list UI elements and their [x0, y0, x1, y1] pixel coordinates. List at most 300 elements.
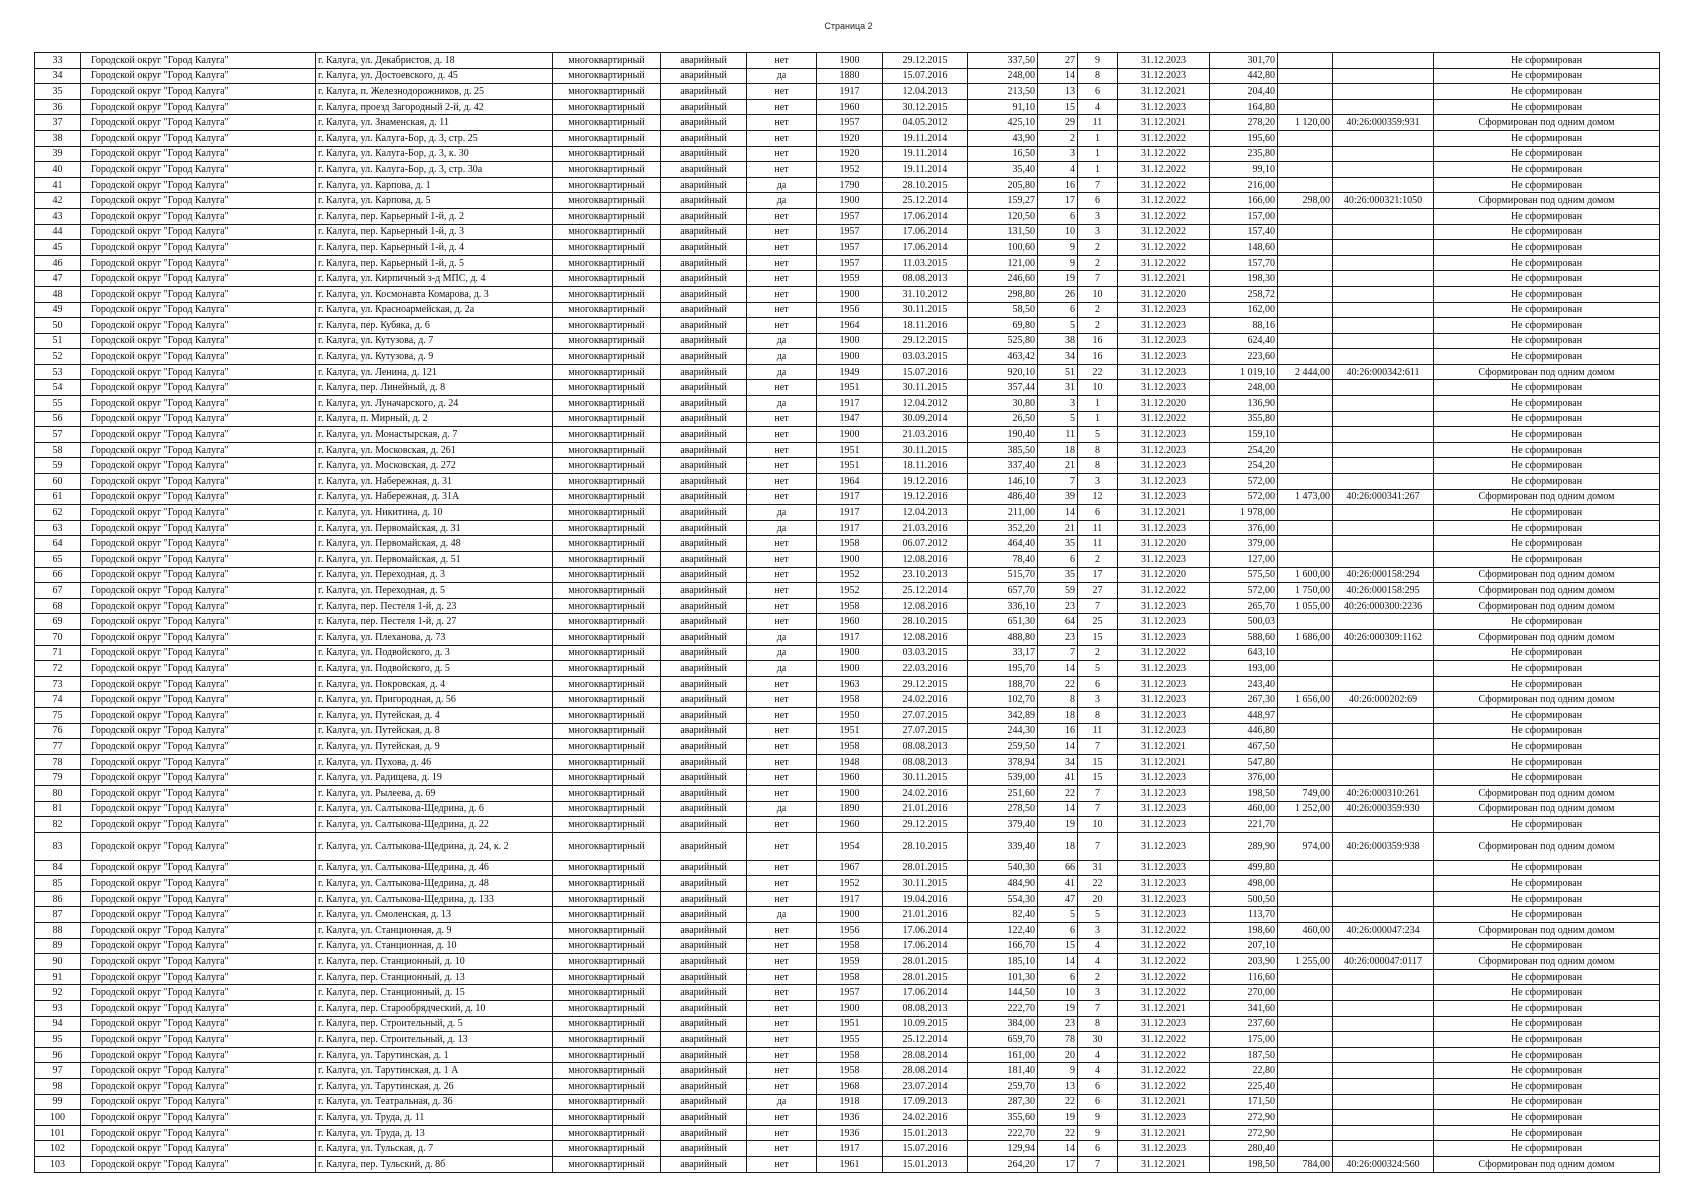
condition-cell: аварийный — [661, 1110, 747, 1126]
recognition-date-cell: 25.12.2014 — [883, 193, 968, 209]
condition-cell: аварийный — [661, 333, 747, 349]
table-row — [35, 255, 1660, 271]
row-number-cell: 84 — [35, 860, 81, 876]
land-area-cell — [1278, 427, 1333, 443]
cadastral-number-cell — [1333, 208, 1434, 224]
recognition-date-cell: 12.08.2016 — [883, 552, 968, 568]
address-cell: г. Калуга, ул. Достоевского, д. 45 — [316, 68, 553, 84]
area2-cell: 272,90 — [1210, 1125, 1278, 1141]
planned-date-cell: 31.12.2021 — [1118, 754, 1210, 770]
apartments-cell: 11 — [1078, 723, 1118, 739]
area2-cell: 442,80 — [1210, 68, 1278, 84]
planned-date-cell: 31.12.2022 — [1118, 1047, 1210, 1063]
build-year-cell: 1963 — [817, 676, 883, 692]
apartments-cell: 2 — [1078, 552, 1118, 568]
build-year-cell: 1952 — [817, 876, 883, 892]
land-status-cell: Не сформирован — [1434, 1047, 1660, 1063]
cadastral-number-cell — [1333, 1079, 1434, 1095]
planned-date-cell: 31.12.2023 — [1118, 520, 1210, 536]
residents-cell: 4 — [1038, 162, 1078, 178]
house-type-cell: многоквартирный — [553, 860, 661, 876]
land-status-cell: Не сформирован — [1434, 396, 1660, 412]
land-area-cell — [1278, 411, 1333, 427]
cadastral-number-cell — [1333, 271, 1434, 287]
planned-date-cell: 31.12.2023 — [1118, 99, 1210, 115]
residents-cell: 23 — [1038, 1016, 1078, 1032]
municipality-cell: Городской округ "Город Калуга" — [81, 692, 316, 708]
row-number-cell: 92 — [35, 985, 81, 1001]
house-type-cell: многоквартирный — [553, 985, 661, 1001]
land-status-cell: Не сформирован — [1434, 1063, 1660, 1079]
house-type-cell: многоквартирный — [553, 380, 661, 396]
recognition-date-cell: 24.02.2016 — [883, 785, 968, 801]
apartments-cell: 6 — [1078, 505, 1118, 521]
flag-cell: нет — [747, 954, 817, 970]
land-status-cell: Сформирован под одним домом — [1434, 583, 1660, 599]
build-year-cell: 1900 — [817, 53, 883, 69]
address-cell: г. Калуга, ул. Смоленская, д. 13 — [316, 907, 553, 923]
area2-cell: 272,90 — [1210, 1110, 1278, 1126]
table-row — [35, 583, 1660, 599]
municipality-cell: Городской округ "Город Калуга" — [81, 380, 316, 396]
land-status-cell: Не сформирован — [1434, 985, 1660, 1001]
area-cell: 205,80 — [968, 177, 1038, 193]
apartments-cell: 7 — [1078, 801, 1118, 817]
build-year-cell: 1917 — [817, 489, 883, 505]
land-area-cell — [1278, 1125, 1333, 1141]
area2-cell: 270,00 — [1210, 985, 1278, 1001]
flag-cell: нет — [747, 255, 817, 271]
municipality-cell: Городской округ "Город Калуга" — [81, 177, 316, 193]
municipality-cell: Городской округ "Город Калуга" — [81, 427, 316, 443]
condition-cell: аварийный — [661, 505, 747, 521]
residents-cell: 27 — [1038, 53, 1078, 69]
flag-cell: нет — [747, 458, 817, 474]
table-row — [35, 458, 1660, 474]
table-row — [35, 271, 1660, 287]
land-area-cell — [1278, 474, 1333, 490]
condition-cell: аварийный — [661, 396, 747, 412]
planned-date-cell: 31.12.2022 — [1118, 162, 1210, 178]
area-cell: 251,60 — [968, 785, 1038, 801]
land-area-cell — [1278, 891, 1333, 907]
land-area-cell — [1278, 876, 1333, 892]
area2-cell: 187,50 — [1210, 1047, 1278, 1063]
municipality-cell: Городской округ "Город Калуга" — [81, 954, 316, 970]
recognition-date-cell: 15.07.2016 — [883, 68, 968, 84]
table-row — [35, 645, 1660, 661]
land-status-cell: Не сформирован — [1434, 505, 1660, 521]
municipality-cell: Городской округ "Город Калуга" — [81, 707, 316, 723]
land-area-cell — [1278, 770, 1333, 786]
land-status-cell: Не сформирован — [1434, 891, 1660, 907]
house-type-cell: многоквартирный — [553, 1001, 661, 1017]
row-number-cell: 77 — [35, 739, 81, 755]
municipality-cell: Городской округ "Город Калуга" — [81, 1001, 316, 1017]
table-row — [35, 567, 1660, 583]
build-year-cell: 1917 — [817, 520, 883, 536]
row-number-cell: 85 — [35, 876, 81, 892]
flag-cell: да — [747, 1094, 817, 1110]
flag-cell: нет — [747, 754, 817, 770]
planned-date-cell: 31.12.2023 — [1118, 707, 1210, 723]
municipality-cell: Городской округ "Город Калуга" — [81, 193, 316, 209]
recognition-date-cell: 28.08.2014 — [883, 1063, 968, 1079]
residents-cell: 14 — [1038, 801, 1078, 817]
planned-date-cell: 31.12.2023 — [1118, 1110, 1210, 1126]
build-year-cell: 1951 — [817, 458, 883, 474]
area-cell: 101,30 — [968, 969, 1038, 985]
land-status-cell: Не сформирован — [1434, 938, 1660, 954]
land-area-cell — [1278, 458, 1333, 474]
municipality-cell: Городской округ "Город Калуга" — [81, 1125, 316, 1141]
land-status-cell: Не сформирован — [1434, 754, 1660, 770]
table-row — [35, 985, 1660, 1001]
area-cell: 211,00 — [968, 505, 1038, 521]
row-number-cell: 79 — [35, 770, 81, 786]
row-number-cell: 55 — [35, 396, 81, 412]
residents-cell: 15 — [1038, 99, 1078, 115]
row-number-cell: 93 — [35, 1001, 81, 1017]
row-number-cell: 33 — [35, 53, 81, 69]
condition-cell: аварийный — [661, 923, 747, 939]
planned-date-cell: 31.12.2021 — [1118, 1156, 1210, 1172]
condition-cell: аварийный — [661, 286, 747, 302]
cadastral-number-cell: 40:26:000047:234 — [1333, 923, 1434, 939]
build-year-cell: 1917 — [817, 891, 883, 907]
flag-cell: да — [747, 801, 817, 817]
land-area-cell — [1278, 1016, 1333, 1032]
planned-date-cell: 31.12.2023 — [1118, 723, 1210, 739]
recognition-date-cell: 29.12.2015 — [883, 676, 968, 692]
area2-cell: 267,30 — [1210, 692, 1278, 708]
condition-cell: аварийный — [661, 255, 747, 271]
municipality-cell: Городской округ "Город Калуга" — [81, 598, 316, 614]
build-year-cell: 1959 — [817, 271, 883, 287]
cadastral-number-cell — [1333, 458, 1434, 474]
municipality-cell: Городской округ "Город Калуга" — [81, 474, 316, 490]
planned-date-cell: 31.12.2022 — [1118, 583, 1210, 599]
table-row — [35, 954, 1660, 970]
residents-cell: 6 — [1038, 302, 1078, 318]
build-year-cell: 1900 — [817, 645, 883, 661]
row-number-cell: 103 — [35, 1156, 81, 1172]
residents-cell: 35 — [1038, 536, 1078, 552]
address-cell: г. Калуга, ул. Красноармейская, д. 2а — [316, 302, 553, 318]
row-number-cell: 63 — [35, 520, 81, 536]
flag-cell: нет — [747, 985, 817, 1001]
condition-cell: аварийный — [661, 302, 747, 318]
build-year-cell: 1918 — [817, 1094, 883, 1110]
municipality-cell: Городской округ "Город Калуга" — [81, 860, 316, 876]
table-row — [35, 629, 1660, 645]
cadastral-number-cell — [1333, 349, 1434, 365]
residents-cell: 5 — [1038, 318, 1078, 334]
land-status-cell: Не сформирован — [1434, 739, 1660, 755]
row-number-cell: 61 — [35, 489, 81, 505]
condition-cell: аварийный — [661, 1063, 747, 1079]
flag-cell: нет — [747, 84, 817, 100]
area-cell: 120,50 — [968, 208, 1038, 224]
row-number-cell: 58 — [35, 442, 81, 458]
build-year-cell: 1952 — [817, 583, 883, 599]
apartments-cell: 5 — [1078, 907, 1118, 923]
residents-cell: 6 — [1038, 552, 1078, 568]
build-year-cell: 1960 — [817, 99, 883, 115]
land-area-cell — [1278, 208, 1333, 224]
cadastral-number-cell — [1333, 907, 1434, 923]
cadastral-number-cell — [1333, 676, 1434, 692]
area2-cell: 498,00 — [1210, 876, 1278, 892]
address-cell: г. Калуга, ул. Декабристов, д. 18 — [316, 53, 553, 69]
build-year-cell: 1957 — [817, 224, 883, 240]
registry-sheet — [34, 52, 1659, 1173]
land-area-cell — [1278, 1141, 1333, 1157]
land-status-cell: Не сформирован — [1434, 907, 1660, 923]
municipality-cell: Городской округ "Город Калуга" — [81, 271, 316, 287]
address-cell: г. Калуга, ул. Труда, д. 13 — [316, 1125, 553, 1141]
cadastral-number-cell: 40:26:000300:2236 — [1333, 598, 1434, 614]
planned-date-cell: 31.12.2023 — [1118, 876, 1210, 892]
planned-date-cell: 31.12.2021 — [1118, 1001, 1210, 1017]
land-area-cell — [1278, 907, 1333, 923]
municipality-cell: Городской округ "Город Калуга" — [81, 661, 316, 677]
cadastral-number-cell — [1333, 396, 1434, 412]
address-cell: г. Калуга, ул. Луначарского, д. 24 — [316, 396, 553, 412]
build-year-cell: 1920 — [817, 146, 883, 162]
land-area-cell — [1278, 969, 1333, 985]
cadastral-number-cell — [1333, 177, 1434, 193]
row-number-cell: 51 — [35, 333, 81, 349]
table-row — [35, 84, 1660, 100]
planned-date-cell: 31.12.2020 — [1118, 567, 1210, 583]
apartments-cell: 11 — [1078, 115, 1118, 131]
row-number-cell: 96 — [35, 1047, 81, 1063]
recognition-date-cell: 17.09.2013 — [883, 1094, 968, 1110]
residents-cell: 34 — [1038, 754, 1078, 770]
area2-cell: 341,60 — [1210, 1001, 1278, 1017]
recognition-date-cell: 30.11.2015 — [883, 876, 968, 892]
house-type-cell: многоквартирный — [553, 969, 661, 985]
condition-cell: аварийный — [661, 985, 747, 1001]
residents-cell: 17 — [1038, 193, 1078, 209]
build-year-cell: 1900 — [817, 427, 883, 443]
condition-cell: аварийный — [661, 1079, 747, 1095]
cadastral-number-cell — [1333, 224, 1434, 240]
recognition-date-cell: 30.11.2015 — [883, 770, 968, 786]
municipality-cell: Городской округ "Город Калуга" — [81, 770, 316, 786]
area-cell: 463,42 — [968, 349, 1038, 365]
area2-cell: 1 978,00 — [1210, 505, 1278, 521]
residents-cell: 59 — [1038, 583, 1078, 599]
house-type-cell: многоквартирный — [553, 442, 661, 458]
house-type-cell: многоквартирный — [553, 938, 661, 954]
recognition-date-cell: 17.06.2014 — [883, 208, 968, 224]
residents-cell: 18 — [1038, 707, 1078, 723]
residents-cell: 19 — [1038, 1110, 1078, 1126]
municipality-cell: Городской округ "Город Калуга" — [81, 785, 316, 801]
recognition-date-cell: 08.08.2013 — [883, 271, 968, 287]
flag-cell: нет — [747, 99, 817, 115]
condition-cell: аварийный — [661, 954, 747, 970]
municipality-cell: Городской округ "Город Калуга" — [81, 907, 316, 923]
area2-cell: 376,00 — [1210, 770, 1278, 786]
condition-cell: аварийный — [661, 938, 747, 954]
flag-cell: нет — [747, 474, 817, 490]
residents-cell: 7 — [1038, 645, 1078, 661]
area-cell: 144,50 — [968, 985, 1038, 1001]
row-number-cell: 46 — [35, 255, 81, 271]
cadastral-number-cell — [1333, 240, 1434, 256]
recognition-date-cell: 28.10.2015 — [883, 832, 968, 860]
apartments-cell: 8 — [1078, 68, 1118, 84]
cadastral-number-cell — [1333, 891, 1434, 907]
land-status-cell: Сформирован под одним домом — [1434, 923, 1660, 939]
row-number-cell: 80 — [35, 785, 81, 801]
municipality-cell: Городской округ "Город Калуга" — [81, 520, 316, 536]
row-number-cell: 95 — [35, 1032, 81, 1048]
residents-cell: 3 — [1038, 146, 1078, 162]
build-year-cell: 1957 — [817, 115, 883, 131]
cadastral-number-cell — [1333, 99, 1434, 115]
condition-cell: аварийный — [661, 692, 747, 708]
house-type-cell: многоквартирный — [553, 567, 661, 583]
recognition-date-cell: 03.03.2015 — [883, 645, 968, 661]
land-status-cell: Не сформирован — [1434, 84, 1660, 100]
area-cell: 379,40 — [968, 817, 1038, 833]
land-status-cell: Не сформирован — [1434, 162, 1660, 178]
cadastral-number-cell — [1333, 645, 1434, 661]
planned-date-cell: 31.12.2022 — [1118, 1032, 1210, 1048]
area2-cell: 171,50 — [1210, 1094, 1278, 1110]
flag-cell: да — [747, 396, 817, 412]
table-row — [35, 676, 1660, 692]
area-cell: 195,70 — [968, 661, 1038, 677]
apartments-cell: 8 — [1078, 458, 1118, 474]
house-type-cell: многоквартирный — [553, 396, 661, 412]
area2-cell: 198,60 — [1210, 923, 1278, 939]
build-year-cell: 1958 — [817, 692, 883, 708]
row-number-cell: 50 — [35, 318, 81, 334]
row-number-cell: 38 — [35, 130, 81, 146]
municipality-cell: Городской округ "Город Калуга" — [81, 817, 316, 833]
house-type-cell: многоквартирный — [553, 130, 661, 146]
area-cell: 122,40 — [968, 923, 1038, 939]
table-row — [35, 380, 1660, 396]
apartments-cell: 6 — [1078, 84, 1118, 100]
land-area-cell — [1278, 146, 1333, 162]
build-year-cell: 1957 — [817, 240, 883, 256]
flag-cell: нет — [747, 1063, 817, 1079]
land-status-cell: Не сформирован — [1434, 707, 1660, 723]
house-type-cell: многоквартирный — [553, 99, 661, 115]
build-year-cell: 1955 — [817, 1032, 883, 1048]
apartments-cell: 2 — [1078, 255, 1118, 271]
cadastral-number-cell — [1333, 1110, 1434, 1126]
address-cell: г. Калуга, пер. Старообрядческий, д. 10 — [316, 1001, 553, 1017]
cadastral-number-cell — [1333, 723, 1434, 739]
municipality-cell: Городской округ "Город Калуга" — [81, 923, 316, 939]
cadastral-number-cell — [1333, 333, 1434, 349]
condition-cell: аварийный — [661, 614, 747, 630]
municipality-cell: Городской округ "Город Калуга" — [81, 985, 316, 1001]
residents-cell: 16 — [1038, 177, 1078, 193]
land-status-cell: Не сформирован — [1434, 969, 1660, 985]
area2-cell: 225,40 — [1210, 1079, 1278, 1095]
row-number-cell: 47 — [35, 271, 81, 287]
address-cell: г. Калуга, пер. Станционный, д. 10 — [316, 954, 553, 970]
recognition-date-cell: 30.09.2014 — [883, 411, 968, 427]
row-number-cell: 78 — [35, 754, 81, 770]
row-number-cell: 56 — [35, 411, 81, 427]
residents-cell: 41 — [1038, 876, 1078, 892]
residents-cell: 19 — [1038, 817, 1078, 833]
cadastral-number-cell: 40:26:000341:267 — [1333, 489, 1434, 505]
row-number-cell: 69 — [35, 614, 81, 630]
apartments-cell: 4 — [1078, 938, 1118, 954]
residents-cell: 17 — [1038, 1156, 1078, 1172]
land-area-cell — [1278, 302, 1333, 318]
area-cell: 129,94 — [968, 1141, 1038, 1157]
row-number-cell: 42 — [35, 193, 81, 209]
address-cell: г. Калуга, ул. Калуга-Бор, д. 3, стр. 25 — [316, 130, 553, 146]
apartments-cell: 11 — [1078, 520, 1118, 536]
cadastral-number-cell: 40:26:000359:930 — [1333, 801, 1434, 817]
municipality-cell: Городской округ "Город Калуга" — [81, 832, 316, 860]
build-year-cell: 1957 — [817, 208, 883, 224]
land-area-cell — [1278, 255, 1333, 271]
residents-cell: 11 — [1038, 427, 1078, 443]
address-cell: г. Калуга, ул. Карпова, д. 5 — [316, 193, 553, 209]
table-row — [35, 1016, 1660, 1032]
planned-date-cell: 31.12.2022 — [1118, 923, 1210, 939]
area2-cell: 223,60 — [1210, 349, 1278, 365]
area2-cell: 243,40 — [1210, 676, 1278, 692]
area-cell: 357,44 — [968, 380, 1038, 396]
build-year-cell: 1890 — [817, 801, 883, 817]
planned-date-cell: 31.12.2023 — [1118, 489, 1210, 505]
flag-cell: нет — [747, 1141, 817, 1157]
house-type-cell: многоквартирный — [553, 1125, 661, 1141]
table-row — [35, 1047, 1660, 1063]
area-cell: 161,00 — [968, 1047, 1038, 1063]
table-row — [35, 1125, 1660, 1141]
area-cell: 464,40 — [968, 536, 1038, 552]
recognition-date-cell: 28.01.2015 — [883, 954, 968, 970]
residents-cell: 19 — [1038, 1001, 1078, 1017]
residents-cell: 22 — [1038, 1094, 1078, 1110]
table-row — [35, 146, 1660, 162]
row-number-cell: 88 — [35, 923, 81, 939]
row-number-cell: 90 — [35, 954, 81, 970]
condition-cell: аварийный — [661, 891, 747, 907]
municipality-cell: Городской округ "Город Калуга" — [81, 442, 316, 458]
cadastral-number-cell — [1333, 1032, 1434, 1048]
condition-cell: аварийный — [661, 832, 747, 860]
apartments-cell: 2 — [1078, 318, 1118, 334]
house-type-cell: многоквартирный — [553, 162, 661, 178]
recognition-date-cell: 19.11.2014 — [883, 146, 968, 162]
area2-cell: 99,10 — [1210, 162, 1278, 178]
build-year-cell: 1960 — [817, 770, 883, 786]
area-cell: 378,94 — [968, 754, 1038, 770]
row-number-cell: 75 — [35, 707, 81, 723]
planned-date-cell: 31.12.2022 — [1118, 146, 1210, 162]
area2-cell: 448,97 — [1210, 707, 1278, 723]
flag-cell: нет — [747, 969, 817, 985]
land-status-cell: Не сформирован — [1434, 380, 1660, 396]
house-type-cell: многоквартирный — [553, 427, 661, 443]
